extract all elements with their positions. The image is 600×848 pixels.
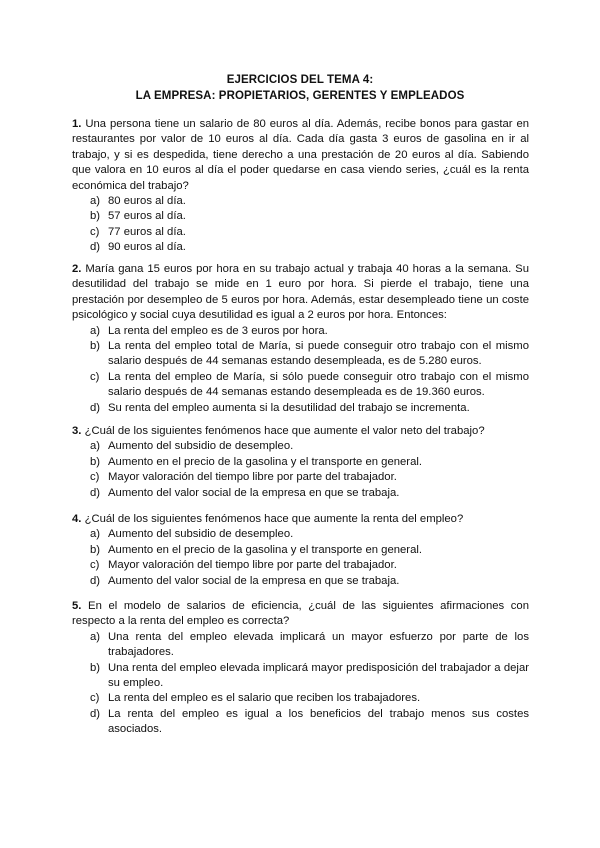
option-text: Mayor valoración del tiempo libre por parte del trabajador. bbox=[108, 559, 397, 572]
document-title-line1: EJERCICIOS DEL TEMA 4: bbox=[226, 74, 374, 86]
option-letter: a) bbox=[90, 195, 101, 208]
question-statement: En el modelo de salarios de eficiencia, ¿cuál de las siguientes afirmaciones con respecto a la renta del empleo es correcta? bbox=[72, 600, 530, 628]
option-a bbox=[72, 324, 529, 339]
option-letter: a) bbox=[90, 528, 101, 541]
option-text: La renta del empleo total de María, si puede conseguir otro trabajo con el mismo salario después de 44 semanas estando desempleada, es de 5.280 euros. bbox=[108, 340, 529, 368]
question-number: 3. bbox=[72, 425, 82, 437]
option-c bbox=[72, 558, 529, 573]
option-text: Aumento en el precio de la gasolina y el transporte en general. bbox=[108, 543, 423, 556]
option-letter: c) bbox=[90, 225, 100, 238]
question-5 bbox=[72, 599, 529, 738]
option-text: Aumento del valor social de la empresa en que se trabaja. bbox=[108, 574, 400, 587]
question-3 bbox=[72, 424, 529, 501]
option-a bbox=[72, 630, 529, 661]
option-letter: c) bbox=[90, 471, 100, 484]
option-a bbox=[72, 439, 529, 454]
option-letter: b) bbox=[90, 210, 101, 223]
option-text: 90 euros al día. bbox=[108, 241, 186, 254]
option-text: Aumento del subsidio de desempleo. bbox=[108, 528, 294, 541]
question-text bbox=[72, 262, 529, 324]
option-text: La renta del empleo es igual a los beneficios del trabajo menos sus costes asociados. bbox=[108, 707, 529, 736]
option-letter: b) bbox=[90, 340, 101, 353]
option-list bbox=[72, 194, 529, 256]
option-d bbox=[72, 574, 529, 589]
option-text: Una renta del empleo elevada implicará un mayor esfuerzo por parte de los trabajadores. bbox=[108, 630, 529, 659]
option-letter: c) bbox=[90, 370, 100, 383]
question-number: 1. bbox=[72, 118, 82, 130]
option-d bbox=[72, 486, 529, 501]
document-title-line2: LA EMPRESA: PROPIETARIOS, GERENTES Y EMPLEADOS bbox=[135, 90, 465, 102]
option-letter: d) bbox=[90, 241, 101, 254]
option-text: Aumento en el precio de la gasolina y el transporte en general. bbox=[108, 455, 423, 468]
question-text bbox=[72, 424, 529, 439]
option-d bbox=[72, 240, 529, 255]
option-list bbox=[72, 527, 529, 589]
option-text: Su renta del empleo aumenta si la desutilidad del trabajo se incrementa. bbox=[108, 401, 470, 414]
question-text bbox=[72, 117, 529, 194]
option-letter: d) bbox=[90, 574, 101, 587]
option-d bbox=[72, 401, 529, 416]
option-letter: c) bbox=[90, 559, 100, 572]
option-text: La renta del empleo es el salario que reciben los trabajadores. bbox=[108, 692, 421, 705]
question-4 bbox=[72, 512, 529, 589]
question-statement: ¿Cuál de los siguientes fenómenos hace que aumente el valor neto del trabajo? bbox=[84, 425, 485, 437]
option-letter: a) bbox=[90, 630, 101, 643]
option-letter: d) bbox=[90, 486, 101, 499]
option-list bbox=[72, 324, 529, 416]
option-text: Aumento del subsidio de desempleo. bbox=[108, 440, 294, 453]
option-letter: a) bbox=[90, 440, 101, 453]
option-c bbox=[72, 370, 529, 401]
option-letter: a) bbox=[90, 324, 101, 337]
question-statement: ¿Cuál de los siguientes fenómenos hace que aumente la renta del empleo? bbox=[84, 513, 464, 525]
question-number: 4. bbox=[72, 513, 82, 525]
option-letter: b) bbox=[90, 543, 101, 556]
question-text bbox=[72, 599, 529, 630]
option-letter: d) bbox=[90, 401, 101, 414]
option-list bbox=[72, 630, 529, 738]
option-list bbox=[72, 439, 529, 501]
question-number: 5. bbox=[72, 600, 82, 612]
option-b bbox=[72, 661, 529, 692]
option-a bbox=[72, 527, 529, 542]
option-letter: d) bbox=[90, 707, 101, 720]
option-letter: c) bbox=[90, 692, 100, 705]
option-c bbox=[72, 691, 529, 706]
option-c bbox=[72, 225, 529, 240]
option-b bbox=[72, 339, 529, 370]
question-statement: María gana 15 euros por hora en su trabajo actual y trabaja 40 horas a la semana. Su desutilidad del trabajo se mide en 1 euro por hora. Si pierde el trabajo, tiene una prestación por desempleo de 5 euros por hora. Además, estar desempleado tiene un coste psicológico y social cuya desutilidad es igual a 2 euros por hora. Entonces: bbox=[72, 263, 530, 322]
question-number: 2. bbox=[72, 263, 82, 275]
option-letter: b) bbox=[90, 661, 101, 674]
option-text: 80 euros al día. bbox=[108, 195, 186, 208]
option-d bbox=[72, 707, 529, 738]
option-text: Una renta del empleo elevada implicará mayor predisposición del trabajador a dejar su empleo. bbox=[108, 661, 529, 690]
question-text bbox=[72, 512, 529, 527]
option-b bbox=[72, 543, 529, 558]
option-text: La renta del empleo es de 3 euros por hora. bbox=[108, 324, 328, 337]
option-a bbox=[72, 194, 529, 209]
option-text: 57 euros al día. bbox=[108, 210, 186, 223]
option-text: Mayor valoración del tiempo libre por parte del trabajador. bbox=[108, 471, 397, 484]
option-b bbox=[72, 209, 529, 224]
question-1 bbox=[72, 117, 529, 256]
option-letter: b) bbox=[90, 455, 101, 468]
question-2 bbox=[72, 262, 529, 416]
option-text: Aumento del valor social de la empresa en que se trabaja. bbox=[108, 486, 400, 499]
question-statement: Una persona tiene un salario de 80 euros al día. Además, recibe bonos para gastar en restaurantes por valor de 10 euros al día. Cada día gasta 3 euros de gasolina en ir al trabajo, y si es despedida, tiene derecho a una prestación de 20 euros al día. Sabiendo que valora en 10 euros al día el poder quedarse en casa viendo series, ¿cuál es la renta económica del trabajo? bbox=[72, 118, 530, 192]
option-b bbox=[72, 455, 529, 470]
option-text: 77 euros al día. bbox=[108, 225, 186, 238]
option-text: La renta del empleo de María, si sólo puede conseguir otro trabajo con el mismo salario después de 44 semanas estando desempleada es de 19.360 euros. bbox=[108, 370, 529, 399]
option-c bbox=[72, 470, 529, 485]
